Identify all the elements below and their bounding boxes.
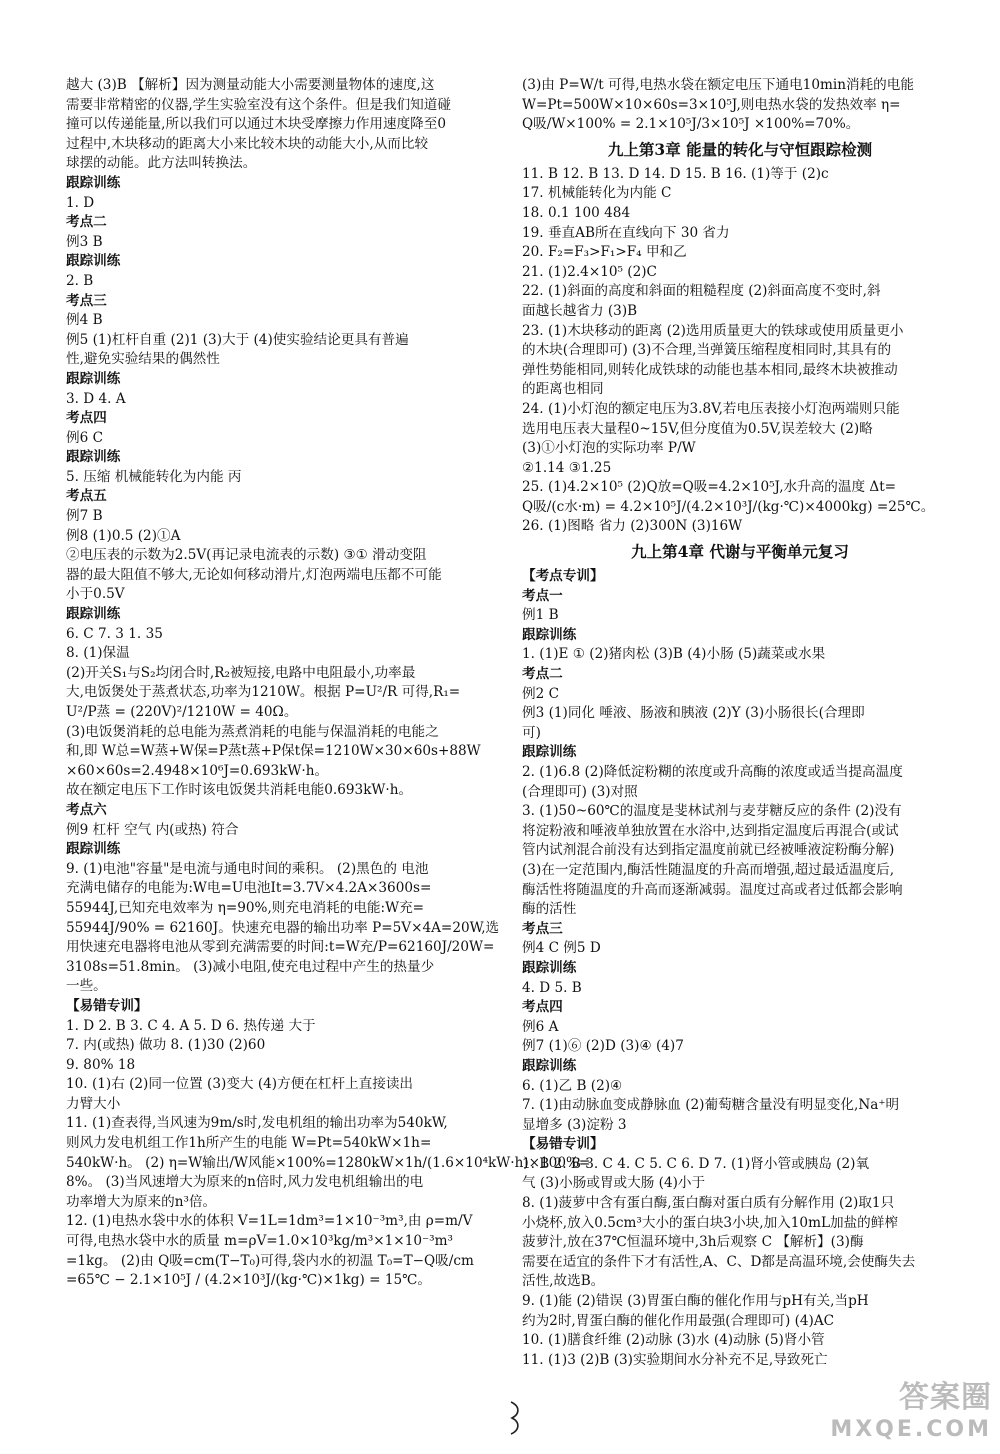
answer-line: 24. (1)小灯泡的额定电压为3.8V,若电压表接小灯泡两端则只能 [522,400,900,417]
answer-line: 7. 内(或热) 做功 8. (1)30 (2)60 [66,1037,266,1054]
answer-line: 21. (1)2.4×10⁵ (2)C [522,263,657,280]
answer-line: =1kg。 (2)由 Q吸=cm(T−T₀)可得,袋内水的初温 T₀=T−Q吸/cm [66,1252,474,1269]
subsection-label: 跟踪训练 [66,449,121,466]
answer-line: 需要在适宜的条件下才有活性,A、C、D都是高温环境,会使酶失去 [522,1253,916,1270]
subsection-label: 跟踪训练 [66,841,121,858]
answer-line: 小烧杯,放入0.5cm³大小的蛋白块3小块,加入10mL加盐的鲜榨 [522,1214,898,1231]
answer-line: 11. B 12. B 13. D 14. D 15. B 16. (1)等于 (2)c [522,165,829,182]
answer-line: 10. (1)膳食纤维 (2)动脉 (3)水 (4)动脉 (5)肾小管 [522,1332,825,1349]
answer-line: 8. (1)保温 [66,645,130,662]
answer-line: 20. F₂=F₃>F₁>F₄ 甲和乙 [522,244,687,261]
answer-line: 55944J/90% = 62160J。快速充电器的输出功率 P=5V×4A=20W,选 [66,919,500,936]
subsection-label: 跟踪训练 [522,744,577,761]
answer-line: 功率增大为原来的n³倍。 [66,1193,217,1210]
subsection-label: 考点二 [522,666,563,683]
subsection-label: 跟踪训练 [522,626,577,643]
answer-line: 力臂大小 [66,1095,121,1112]
answer-line: 8. (1)菠萝中含有蛋白酶,蛋白酶对蛋白质有分解作用 (2)取1只 [522,1195,895,1212]
answer-line: 器的最大阻值不够大,无论如何移动滑片,灯泡两端电压都不可能 [66,566,442,583]
answer-line: 例7 (1)⑥ (2)D (3)④ (4)7 [522,1038,684,1055]
watermark-url: MXQE.COM [830,1417,992,1442]
watermark-logo [830,1382,992,1446]
answer-line: 和,即 W总=W蒸+W保=P蒸t蒸+P保t保=1210W×30×60s+88W [66,743,481,760]
answer-line: 一些。 [66,978,107,995]
answer-line: 面越长越省力 (3)B [522,302,638,319]
answer-line: 性,避免实验结果的偶然性 [66,351,220,368]
answer-line: (合理即可) (3)对照 [522,783,638,800]
answer-line: =65℃ − 2.1×10⁵J / (4.2×10³J/(kg·℃)×1kg) = 15℃。 [66,1272,431,1289]
answer-line: (3)在一定范围内,酶活性随温度的升高而增强,超过最适温度后, [522,861,895,878]
watermark-text: 答案圈 [899,1380,992,1415]
answer-line: 1. D 2. B 3. C 4. A 5. D 6. 热传递 大于 [66,1017,316,1034]
answer-line: 气 (3)小肠或胃或大肠 (4)小于 [522,1175,706,1192]
answer-line: 6. (1)乙 B (2)④ [522,1077,623,1094]
answer-line: 23. (1)木块移动的距离 (2)选用质量更大的铁球或使用质量更小 [522,322,904,339]
section-heading: 九上第3章 能量的转化与守恒跟踪检测 [607,139,873,159]
answer-line: 将淀粉液和唾液单独放置在水浴中,达到指定温度后再混合(或试 [522,822,899,839]
answer-line: 55944J,已知充电效率为 η=90%,则充电消耗的电能:W充= [66,899,425,916]
answer-line: ②电压表的示数为2.5V(再记录电流表的示数) ③① 滑动变阻 [66,547,427,564]
answer-line: W=Pt=500W×10×60s=3×10⁵J,则电热水袋的发热效率 η= [522,96,901,113]
answer-line: 需要非常精密的仪器,学生实验室没有这个条件。但是我们知道碰 [66,96,451,113]
answer-line: 例5 (1)杠杆自重 (2)1 (3)大于 (4)使实验结论更具有普遍 [66,331,409,348]
answer-line: 12. (1)电热水袋中水的体积 V=1L=1dm³=1×10⁻³m³,由 ρ=m/V [66,1213,473,1230]
answer-line: 越大 (3)B 【解析】因为测量动能大小需要测量物体的速度,这 [66,77,435,93]
subsection-label: 跟踪训练 [66,370,121,387]
answer-line: 大,电饭煲处于蒸煮状态,功率为1210W。根据 P=U²/R 可得,R₁= [66,684,461,701]
answer-line: 的距离也相同 [522,381,604,398]
answer-line: 例1 B [522,607,559,624]
subsection-label: 【考点专训】 [522,568,604,585]
answer-line: ②1.14 ③1.25 [522,459,612,476]
answer-line: 25. (1)4.2×10⁵ (2)Q放=Q吸=4.2×10⁵J,水升高的温度 Δt= [522,479,897,496]
subsection-label: 考点五 [66,488,107,505]
answer-line: 17. 机械能转化为内能 C [522,185,672,202]
answer-line: 选用电压表大量程0~15V,但分度值为0.5V,误差较大 (2)略 [522,420,873,437]
answer-line: 11. (1)3 (2)B (3)实验期间水分补充不足,导致死亡 [522,1351,828,1368]
answer-line: 例6 A [522,1018,559,1035]
answer-line: 6. C 7. 3 1. 35 [66,625,163,642]
answer-line: 例4 B [66,312,103,329]
answer-line: (2)开关S₁与S₂均闭合时,R₂被短接,电路中电阻最小,功率最 [66,664,416,681]
answer-line: 1. (1)E ① (2)猪肉松 (3)B (4)小肠 (5)蔬菜或水果 [522,646,826,663]
answer-line: 2. (1)6.8 (2)降低淀粉糊的浓度或升高酶的浓度或适当提高温度 [522,764,903,780]
answer-line: 3108s=51.8min。 (3)减小电阻,使充电过程中产生的热量少 [66,958,435,975]
answer-line: 例2 C [522,685,559,702]
section-heading: 九上第4章 代谢与平衡单元复习 [631,542,849,562]
subsection-label: 跟踪训练 [522,959,577,976]
answer-line: 例6 C [66,429,103,446]
answer-line: 例9 杠杆 空气 内(或热) 符合 [66,821,239,838]
answer-line: 故在额定电压下工作时该电饭煲共消耗电能0.693kW·h。 [66,782,413,799]
answer-line: 显增多 (3)淀粉 3 [522,1116,627,1133]
answer-line: 用快速充电器将电池从零到充满需要的时间:t=W充/P=62160J/20W= [66,939,495,956]
answer-line: 10. (1)右 (2)同一位置 (3)变大 (4)方便在杠杆上直接读出 [66,1076,414,1093]
answer-line: (3)①小灯泡的实际功率 P/W [522,440,696,457]
answer-line: 管内试剂混合前没有达到指定温度前就已经被唾液淀粉酶分解) [522,842,895,859]
answer-line: 例8 (1)0.5 (2)①A [66,527,181,544]
answer-line: 例7 B [66,508,103,525]
subsection-label: 跟踪训练 [522,1057,577,1074]
answer-line: 26. (1)图略 省力 (2)300N (3)16W [522,518,743,535]
right-column [522,76,958,1370]
answer-line: 约为2时,胃蛋白酶的催化作用最强(合理即可) (4)AC [522,1312,835,1329]
answer-line: 小于0.5V [66,586,125,603]
answer-line: 可得,电热水袋中水的质量 m=ρV=1.0×10³kg/m³×1×10⁻³m³ [66,1233,453,1250]
answer-line: U²/P蒸 = (220V)²/1210W = 40Ω。 [66,704,298,720]
subsection-label: 【易错专训】 [66,997,148,1014]
subsection-label: 考点一 [522,587,563,604]
answer-line: 过程中,木块移动的距离大小来比较木块的动能大小,从而比较 [66,135,429,152]
answer-line: 4. D 5. B [522,979,582,996]
answer-line: 19. 垂直AB所在直线向下 30 省力 [522,224,730,241]
subsection-label: 考点二 [66,214,107,231]
answer-line: 则风力发电机组工作1h所产生的电能 W=Pt=540kW×1h= [66,1135,432,1152]
answer-line: 撞可以传递能量,所以我们可以通过木块受摩擦力作用速度降至0 [66,116,446,133]
answer-line: 18. 0.1 100 484 [522,204,631,221]
answer-line: 9. 80% 18 [66,1056,136,1073]
answer-line: 菠萝汁,放在37℃恒温环境中,3h后观察 C 【解析】(3)酶 [522,1234,864,1251]
subsection-label: 考点四 [522,999,563,1016]
answer-line: 22. (1)斜面的高度和斜面的粗糙程度 (2)斜面高度不变时,斜 [522,283,881,300]
answer-line: ×60×60s=2.4948×10⁶J=0.693kW·h。 [66,762,329,779]
subsection-label: 跟踪训练 [66,174,121,191]
subsection-label: 【易错专训】 [522,1136,604,1153]
answer-line: 酶的活性 [522,901,577,918]
answer-line: 例3 B [66,233,103,250]
answer-line: 8%。 (3)当风速增大为原来的n倍时,风力发电机组输出的电 [66,1174,424,1191]
answer-line: 7. (1)由动脉血变成静脉血 (2)葡萄糖含量没有明显变化,Na⁺明 [522,1097,900,1114]
answer-line: (3)由 P=W/t 可得,电热水袋在额定电压下通电10min消耗的电能 [522,77,914,93]
answer-line: 弹性势能相同,则转化成铁球的动能也基本相同,最终木块被推动 [522,361,898,378]
answer-line: Q吸/(c水·m) = 4.2×10⁵J/(4.2×10³J/(kg·℃)×4000kg) =25℃。 [522,498,935,515]
answer-line: 3. (1)50~60℃的温度是斐林试剂与麦芽糖反应的条件 (2)没有 [522,803,902,820]
answer-line: 充满电储存的电能为:W电=U电池It=3.7V×4.2A×3600s= [66,880,432,897]
subsection-label: 跟踪训练 [66,606,121,623]
subsection-label: 跟踪训练 [66,253,121,270]
answer-line: Q吸/W×100% = 2.1×10⁵J/3×10⁵J ×100%=70%。 [522,116,860,133]
answer-line: 的木块(合理即可) (3)不合理,当弹簧压缩程度相同时,其具有的 [522,342,892,359]
subsection-label: 考点三 [522,920,563,937]
answer-line: 9. (1)电池"容量"是电流与通电时间的乘积。 (2)黑色的 电池 [66,860,429,877]
answer-line: 例3 (1)同化 唾液、肠液和胰液 (2)Y (3)小肠很长(合理即 [522,705,865,722]
answer-line: 1. B 2. B 3. C 4. C 5. C 6. D 7. (1)肾小管或胰岛 (2)氧 [522,1155,870,1172]
subsection-label: 考点四 [66,410,107,427]
page-number-mark [508,1400,522,1436]
answer-line: 5. 压缩 机械能转化为内能 丙 [66,468,242,485]
answer-line: 可) [522,724,541,741]
answer-line: 活性,故选B。 [522,1273,605,1290]
answer-line: (3)电饭煲消耗的总电能为蒸煮消耗的电能与保温消耗的电能之 [66,723,439,740]
answer-line: 例4 C 例5 D [522,940,601,957]
answer-line: 球摆的动能。此方法叫转换法。 [66,155,257,172]
answer-line: 9. (1)能 (2)错误 (3)胃蛋白酶的催化作用与pH有关,当pH [522,1293,869,1310]
answer-line: 2. B [66,272,94,289]
answer-line: 1. D [66,194,95,211]
answer-line: 3. D 4. A [66,390,126,407]
subsection-label: 考点六 [66,801,107,818]
subsection-label: 考点三 [66,292,107,309]
answer-line: 540kW·h。 (2) η=W输出/W风能×100%=1280kW×1h/(1.6×10⁴kW·h)×100%= [66,1154,591,1171]
answer-line: 11. (1)查表得,当风速为9m/s时,发电机组的输出功率为540kW, [66,1115,448,1132]
answer-line: 酶活性将随温度的升高而逐渐减弱。温度过高或者过低都会影响 [522,881,903,898]
